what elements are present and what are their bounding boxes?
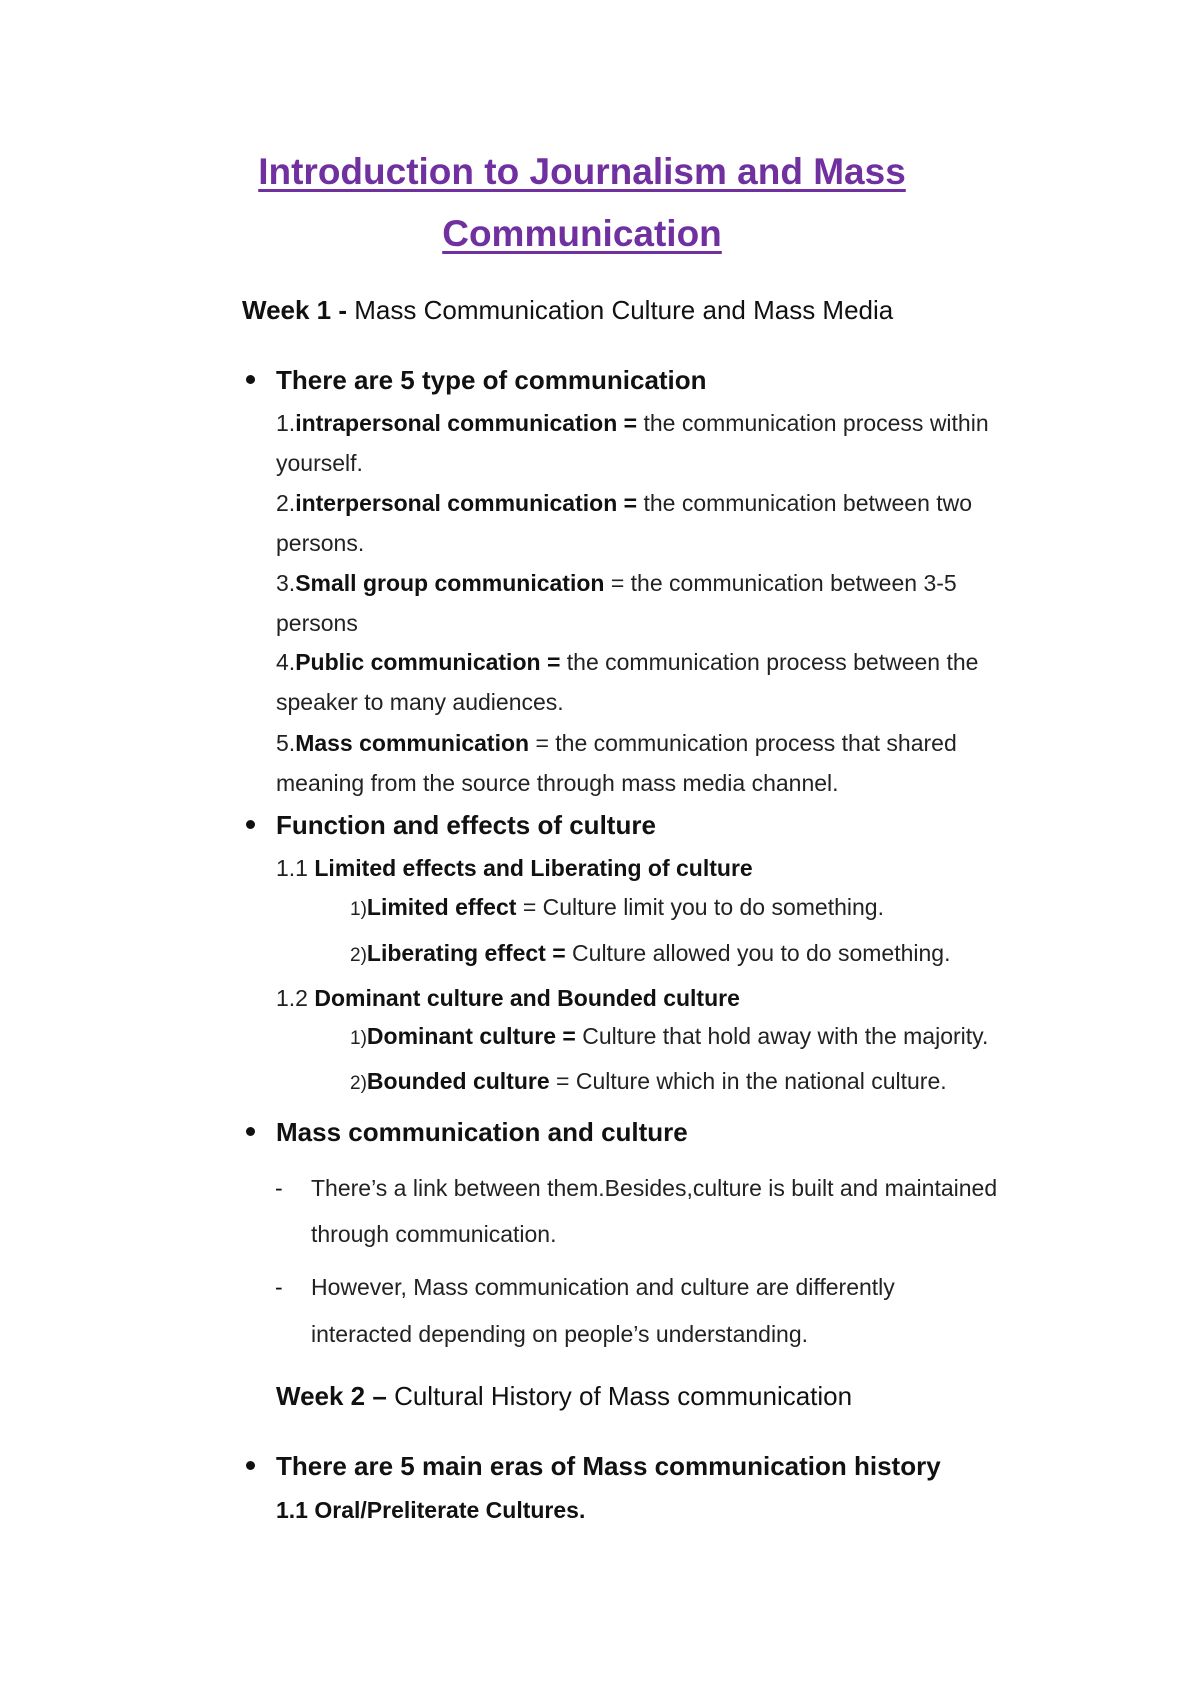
item-definition: Culture that hold away with the majority. (582, 1023, 989, 1049)
item-definition: Culture allowed you to do something. (572, 940, 951, 966)
item-term: Liberating effect (366, 940, 546, 966)
item-number: 1) (350, 1028, 367, 1049)
item-term: Small group communication (295, 570, 605, 596)
bullet-icon (246, 375, 255, 384)
item-term: Mass communication (295, 730, 530, 756)
section2-sub1-heading (276, 853, 753, 883)
week1-separator: - (331, 295, 355, 325)
item-equals: = (617, 410, 644, 436)
dash-item-2: However, Mass communication and culture are differently (311, 1274, 895, 1300)
item-number: 3. (276, 570, 296, 596)
section4-sub1: 1.1 Oral/Preliterate Cultures. (276, 1497, 586, 1523)
comm-type-5-cont: meaning from the source through mass media channel. (276, 770, 839, 796)
item-number: 2) (350, 945, 367, 966)
item-number: 5. (276, 730, 296, 756)
culture-type-1 (350, 1021, 988, 1054)
item-number: 4. (276, 649, 296, 675)
dash-item-2-cont: interacted depending on people’s understanding. (311, 1321, 809, 1347)
sub-title: Dominant culture and Bounded culture (314, 985, 740, 1011)
dash-marker: - (275, 1175, 283, 1201)
section1-heading: There are 5 type of communication (276, 365, 707, 395)
item-number: 2. (276, 490, 296, 516)
week1-heading (242, 294, 893, 326)
item-equals: = (549, 1068, 576, 1094)
dash-marker: - (275, 1274, 283, 1300)
item-number: 1. (276, 410, 296, 436)
item-equals: = (545, 940, 573, 966)
sub-title: Limited effects and Liberating of culture (314, 855, 753, 881)
comm-type-3-cont: persons (276, 610, 358, 636)
item-definition: the communication process within (643, 410, 989, 436)
culture-effect-2 (350, 938, 951, 971)
item-equals: = (516, 894, 543, 920)
comm-type-1 (276, 408, 989, 438)
week2-heading (276, 1380, 852, 1412)
comm-type-4-cont: speaker to many audiences. (276, 689, 564, 715)
item-equals: = (617, 490, 644, 516)
item-term: Limited effect (366, 894, 517, 920)
document-title-line2: Communication (442, 213, 722, 254)
culture-effect-1 (350, 892, 884, 925)
comm-type-4 (276, 647, 978, 677)
week2-label: Week 2 (276, 1381, 366, 1411)
sub-number: 1.1 (276, 855, 315, 881)
item-definition: Culture limit you to do something. (542, 894, 884, 920)
item-definition: the communication between 3-5 (630, 570, 957, 596)
item-equals: = (556, 1023, 583, 1049)
comm-type-3 (276, 568, 957, 598)
bullet-icon (246, 1127, 255, 1136)
item-term: Dominant culture (366, 1023, 557, 1049)
comm-type-5 (276, 728, 957, 758)
item-equals: = (604, 570, 631, 596)
bullet-icon (246, 1461, 255, 1470)
item-definition: the communication between two (643, 490, 973, 516)
week2-text: Cultural History of Mass communication (394, 1381, 853, 1411)
section3-heading: Mass communication and culture (276, 1117, 688, 1147)
week2-separator: – (365, 1381, 395, 1411)
dash-item-1: There’s a link between them.Besides,culture is built and maintained (311, 1175, 998, 1201)
item-definition: the communication process between the (566, 649, 979, 675)
comm-type-2-cont: persons. (276, 530, 365, 556)
comm-type-1-cont: yourself. (276, 450, 363, 476)
item-term: interpersonal communication (295, 490, 618, 516)
item-term: Bounded culture (366, 1068, 550, 1094)
culture-type-2 (350, 1066, 947, 1099)
section4-heading: There are 5 main eras of Mass communication history (276, 1451, 941, 1481)
week1-label: Week 1 (242, 295, 332, 325)
item-number: 2) (350, 1073, 367, 1094)
item-definition: Culture which in the national culture. (575, 1068, 947, 1094)
sub-number: 1.2 (276, 985, 315, 1011)
document-title-line1: Introduction to Journalism and Mass (258, 151, 906, 192)
section2-sub2-heading (276, 983, 740, 1013)
dash-item-1-cont: through communication. (311, 1221, 557, 1247)
item-definition: the communication process that shared (555, 730, 957, 756)
item-term: Public communication (295, 649, 541, 675)
item-number: 1) (350, 899, 367, 920)
comm-type-2 (276, 488, 972, 518)
item-equals: = (540, 649, 567, 675)
item-term: intrapersonal communication (295, 410, 618, 436)
bullet-icon (246, 820, 255, 829)
week1-text: Mass Communication Culture and Mass Media (354, 295, 894, 325)
item-equals: = (529, 730, 556, 756)
section2-heading: Function and effects of culture (276, 810, 656, 840)
